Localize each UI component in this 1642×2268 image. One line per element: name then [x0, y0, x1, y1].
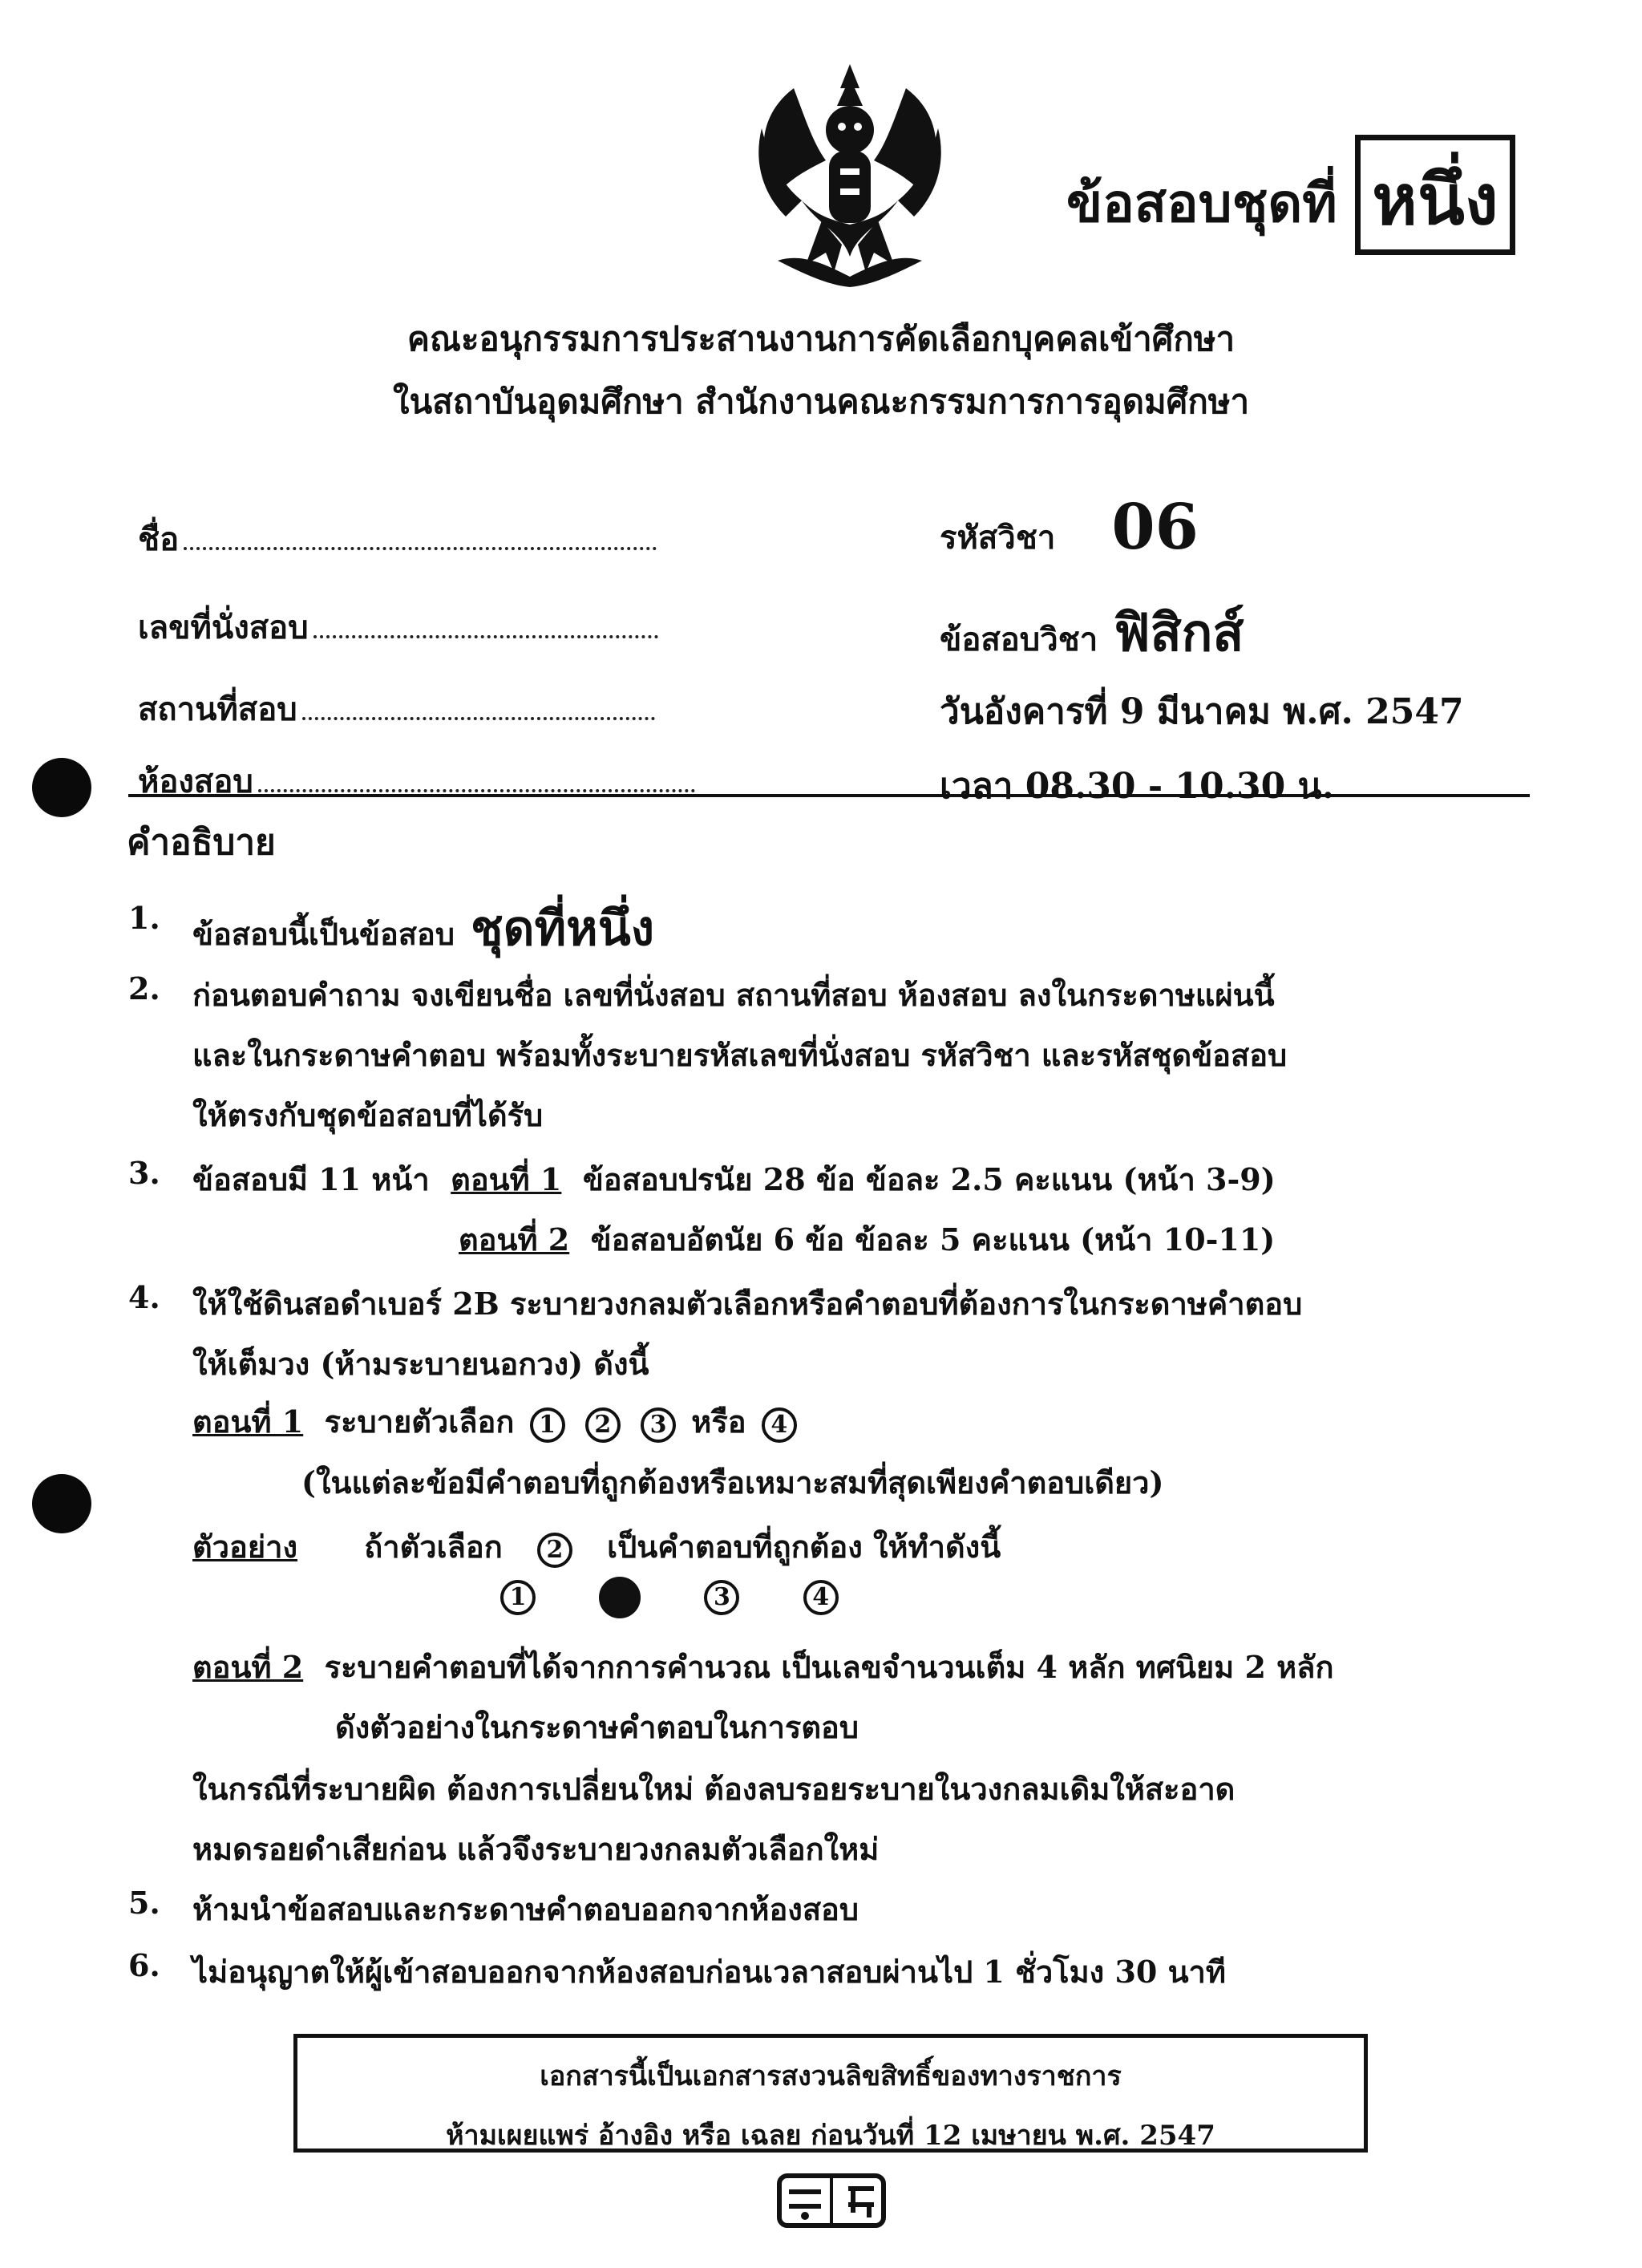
- erase-instruction-line-1: ในกรณีที่ระบายผิด ต้องการเปลี่ยนใหม่ ต้องลบรอยระบายในวงกลมเดิมให้สะอาด: [192, 1771, 1236, 1807]
- page-count: ข้อสอบมี 11 หน้า: [192, 1161, 430, 1197]
- exam-room-blank[interactable]: [258, 781, 695, 792]
- instruction-5: ห้ามนำข้อสอบและกระดาษคำตอบออกจากห้องสอบ: [192, 1891, 859, 1927]
- example-answer-bubble-3: 3: [704, 1580, 739, 1615]
- instruction-2-line-2: และในกระดาษคำตอบ พร้อมทั้งระบายรหัสเลขที่นั่งสอบ รหัสวิชา และรหัสชุดข้อสอบ: [192, 1037, 1288, 1073]
- choice-bubble-3[interactable]: 3: [641, 1407, 676, 1443]
- example-pre-text: ถ้าตัวเลือก: [364, 1529, 503, 1565]
- exam-room-label: ห้องสอบ: [138, 763, 253, 800]
- copyright-notice-line-1: เอกสารนี้เป็นเอกสารสงวนลิขสิทธิ์ของทางราชการ: [540, 2060, 1122, 2092]
- item-number-1: 1.: [128, 900, 160, 936]
- item-number-6: 6.: [128, 1947, 160, 1983]
- copyright-notice-box: [293, 2034, 1368, 2153]
- example-answer-bubble-1: 1: [500, 1580, 536, 1615]
- name-blank[interactable]: [184, 539, 657, 550]
- organization-line-1: คณะอนุกรรมการประสานงานการคัดเลือกบุคคลเข้าศึกษา: [406, 319, 1236, 358]
- exam-date: วันอังคารที่ 9 มีนาคม พ.ศ. 2547: [940, 691, 1464, 732]
- name-field[interactable]: [138, 513, 657, 565]
- part-1-label: ตอนที่ 1: [451, 1161, 562, 1197]
- subject-code-value: 06: [1111, 491, 1199, 564]
- example-answer-row: [495, 1576, 843, 1618]
- part-2-instruction-line-2: ดังตัวอย่างในกระดาษคำตอบในการตอบ: [335, 1709, 859, 1745]
- seat-number-field[interactable]: [138, 601, 658, 653]
- choice-bubble-4[interactable]: 4: [762, 1407, 797, 1443]
- choice-bubble-2[interactable]: 2: [585, 1407, 621, 1443]
- subject-code-label: รหัสวิชา: [940, 519, 1056, 557]
- instruction-3-line-2: [459, 1215, 1275, 1264]
- seat-number-label: เลขที่นั่งสอบ: [138, 609, 309, 646]
- exam-set-label: ข้อสอบชุดที่: [1066, 172, 1337, 234]
- instruction-3-line-1: [192, 1155, 1276, 1204]
- part-2-instruction-line-1: [192, 1642, 1333, 1691]
- example-answer-bubble-4: 4: [803, 1580, 839, 1615]
- header-divider: [128, 794, 1530, 797]
- item-number-2: 2.: [128, 970, 160, 1006]
- part-1-detail: ข้อสอบปรนัย 28 ข้อ ข้อละ 2.5 คะแนน (หน้า 3-9): [582, 1161, 1276, 1197]
- registration-mark-top: [32, 758, 91, 817]
- subject-name-label: ข้อสอบวิชา: [940, 621, 1098, 658]
- choice-bubble-1[interactable]: 1: [530, 1407, 565, 1443]
- example-label: ตัวอย่าง: [192, 1529, 297, 1565]
- publisher-logo-icon: [776, 2169, 887, 2232]
- exam-place-label: สถานที่สอบ: [138, 691, 297, 728]
- part-1-label-repeat: ตอนที่ 1: [192, 1403, 304, 1440]
- subject-code: [940, 491, 1199, 564]
- instruction-1-text: ข้อสอบนี้เป็นข้อสอบ: [192, 916, 455, 952]
- part-2-label: ตอนที่ 2: [459, 1221, 570, 1258]
- exam-time: เวลา 08.30 - 10.30 น.: [940, 766, 1334, 807]
- part-1-bubble-instruction: [192, 1397, 802, 1446]
- instruction-2-line-1: ก่อนตอบคำถาม จงเขียนชื่อ เลขที่นั่งสอบ สถานที่สอบ ห้องสอบ ลงในกระดาษแผ่นนี้: [192, 977, 1275, 1013]
- instruction-6: ไม่อนุญาตให้ผู้เข้าสอบออกจากห้องสอบก่อนเวลาสอบผ่านไป 1 ชั่วโมง 30 นาที: [192, 1954, 1226, 1990]
- part-1-note: (ในแต่ละข้อมีคำตอบที่ถูกต้องหรือเหมาะสมที่สุดเพียงคำตอบเดียว): [301, 1464, 1164, 1501]
- instruction-2-line-3: ให้ตรงกับชุดข้อสอบที่ได้รับ: [192, 1097, 544, 1133]
- instruction-1-set-name: ชุดที่หนึ่ง: [470, 901, 655, 957]
- instruction-4-line-1: ให้ใช้ดินสอดำเบอร์ 2B ระบายวงกลมตัวเลือกหรือคำตอบที่ต้องการในกระดาษคำตอบ: [192, 1286, 1303, 1322]
- instruction-1: [192, 890, 654, 966]
- example-answer-bubble-filled: [599, 1577, 641, 1618]
- registration-mark-bottom: [32, 1474, 91, 1533]
- part-1-bubble-text: ระบายตัวเลือก: [324, 1403, 515, 1440]
- part-2-detail: ข้อสอบอัตนัย 6 ข้อ ข้อละ 5 คะแนน (หน้า 10-11): [590, 1221, 1276, 1258]
- subject-name: [940, 592, 1244, 674]
- example-choice-bubble-2: 2: [537, 1533, 572, 1568]
- part-2-instruction-text: ระบายคำตอบที่ได้จากการคำนวณ เป็นเลขจำนวนเต็ม 4 หลัก ทศนิยม 2 หลัก: [324, 1649, 1334, 1685]
- garuda-emblem-icon: [746, 56, 954, 289]
- part-2-label-repeat: ตอนที่ 2: [192, 1649, 304, 1685]
- erase-instruction-line-2: หมดรอยดำเสียก่อน แล้วจึงระบายวงกลมตัวเลือกใหม่: [192, 1831, 880, 1867]
- item-number-3: 3.: [128, 1155, 160, 1191]
- seat-number-blank[interactable]: [313, 627, 658, 638]
- item-number-4: 4.: [128, 1279, 160, 1315]
- item-number-5: 5.: [128, 1885, 160, 1921]
- example-line: [192, 1522, 1001, 1571]
- organization-line-2: ในสถาบันอุดมศึกษา สำนักงานคณะกรรมการการอุดมศึกษา: [392, 382, 1250, 421]
- copyright-notice-line-2: ห้ามเผยแพร่ อ้างอิง หรือ เฉลย ก่อนวันที่ 12 เมษายน พ.ศ. 2547: [446, 2120, 1215, 2152]
- instructions-title: คำอธิบาย: [127, 822, 276, 863]
- example-post-text: เป็นคำตอบที่ถูกต้อง ให้ทำดังนี้: [607, 1529, 1001, 1565]
- subject-name-value: ฟิสิกส์: [1114, 603, 1244, 663]
- exam-room-field[interactable]: [138, 755, 695, 807]
- name-label: ชื่อ: [138, 520, 180, 558]
- exam-place-field[interactable]: [138, 683, 655, 735]
- or-text: หรือ: [691, 1403, 746, 1440]
- instruction-4-line-2: ให้เต็มวง (ห้ามระบายนอกวง) ดังนี้: [192, 1346, 649, 1382]
- exam-place-blank[interactable]: [302, 709, 655, 720]
- exam-set-value-box: หนึ่ง: [1355, 135, 1515, 255]
